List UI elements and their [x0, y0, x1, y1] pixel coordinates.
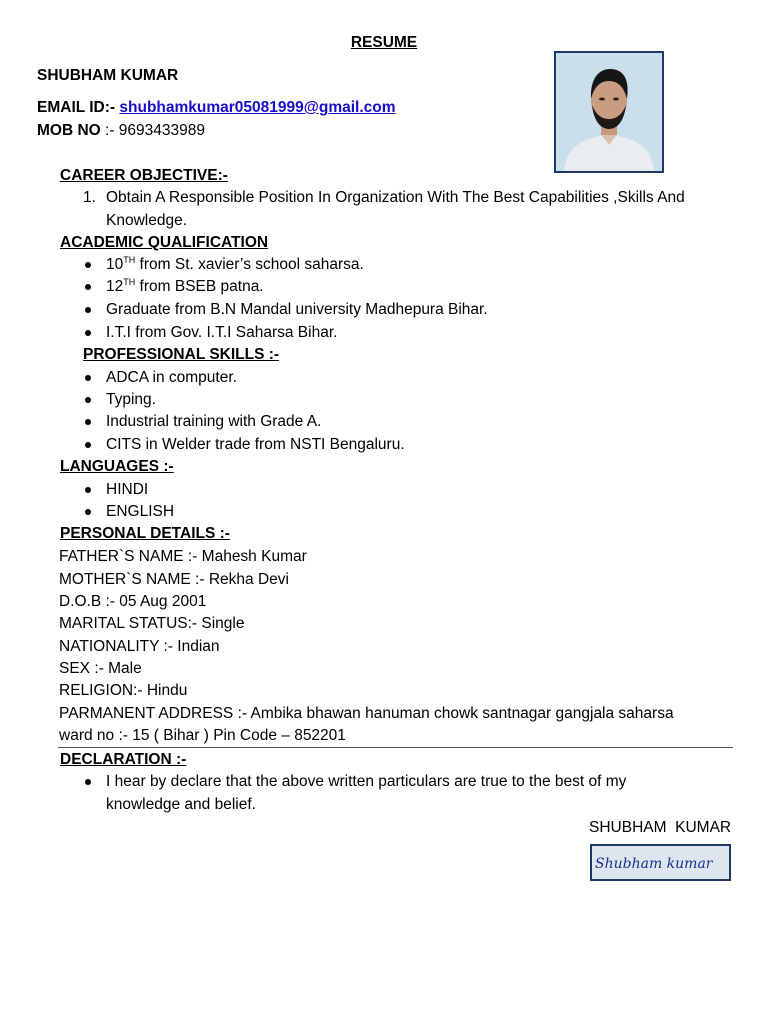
skill-item: ADCA in computer.: [106, 369, 237, 386]
skills-heading: PROFESSIONAL SKILLS :-: [83, 346, 280, 363]
bullet-icon: [85, 375, 91, 381]
academic-item: 10TH from St. xavier’s school saharsa.: [106, 254, 364, 273]
personal-line: D.O.B :- 05 Aug 2001: [59, 593, 207, 610]
svg-text:Shubham kumar: Shubham kumar: [595, 856, 713, 872]
personal-line: NATIONALITY :- Indian: [59, 638, 220, 655]
personal-line: PARMANENT ADDRESS :- Ambika bhawan hanuman chowk santnagar gangjala saharsa: [59, 705, 674, 722]
mobile-value: :- 9693433989: [105, 122, 206, 139]
personal-line: MOTHER`S NAME :- Rekha Devi: [59, 571, 289, 588]
bullet-icon: [85, 442, 91, 448]
signature-name: SHUBHAM KUMAR: [589, 819, 732, 836]
bullet-icon: [85, 509, 91, 515]
person-photo-icon: [556, 53, 662, 171]
academic-item: 12TH from BSEB patna.: [106, 276, 264, 295]
personal-line: SEX :- Male: [59, 660, 142, 677]
mobile-row: [37, 121, 205, 141]
email-label: EMAIL ID:-: [37, 99, 116, 116]
personal-line: RELIGION:- Hindu: [59, 682, 188, 699]
personal-line: ward no :- 15 ( Bihar ) Pin Code – 852201: [59, 727, 346, 744]
academic-item: Graduate from B.N Mandal university Madhepura Bihar.: [106, 301, 488, 318]
bullet-icon: [85, 487, 91, 493]
signature-image: [590, 844, 731, 881]
declaration-line1: I hear by declare that the above written particulars are true to the best of my: [106, 773, 627, 790]
academic-heading: ACADEMIC QUALIFICATION: [60, 234, 269, 251]
career-item-line1: Obtain A Responsible Position In Organization With The Best Capabilities ,Skills And: [106, 189, 685, 206]
skill-item: Typing.: [106, 391, 156, 408]
skill-item: CITS in Welder trade from NSTI Bengaluru.: [106, 436, 405, 453]
declaration-heading: DECLARATION :-: [60, 751, 187, 768]
academic-item: I.T.I from Gov. I.T.I Saharsa Bihar.: [106, 324, 338, 341]
email-row: [37, 98, 396, 118]
section-divider: [58, 747, 733, 748]
bullet-icon: [85, 779, 91, 785]
bullet-icon: [85, 330, 91, 336]
personal-heading: PERSONAL DETAILS :-: [60, 525, 230, 542]
personal-line: FATHER`S NAME :- Mahesh Kumar: [59, 548, 307, 565]
bullet-icon: [85, 397, 91, 403]
email-link[interactable]: shubhamkumar05081999@gmail.com: [119, 99, 396, 116]
language-item: HINDI: [106, 481, 149, 498]
mobile-label: MOB NO: [37, 122, 101, 139]
bullet-icon: [85, 262, 91, 268]
career-item-line2: Knowledge.: [106, 212, 188, 229]
bullet-icon: [85, 419, 91, 425]
signature-icon: [592, 846, 729, 879]
page-title: RESUME: [350, 34, 418, 51]
career-objective-heading: CAREER OBJECTIVE:-: [60, 167, 228, 184]
candidate-name: SHUBHAM KUMAR: [37, 67, 179, 84]
skill-item: Industrial training with Grade A.: [106, 413, 322, 430]
languages-heading: LANGUAGES :-: [60, 458, 174, 475]
bullet-icon: [85, 284, 91, 290]
bullet-icon: [85, 307, 91, 313]
language-item: ENGLISH: [106, 503, 175, 520]
profile-photo: [554, 51, 664, 173]
personal-line: MARITAL STATUS:- Single: [59, 615, 245, 632]
career-item-number: 1.: [83, 189, 96, 206]
declaration-line2: knowledge and belief.: [106, 796, 256, 813]
